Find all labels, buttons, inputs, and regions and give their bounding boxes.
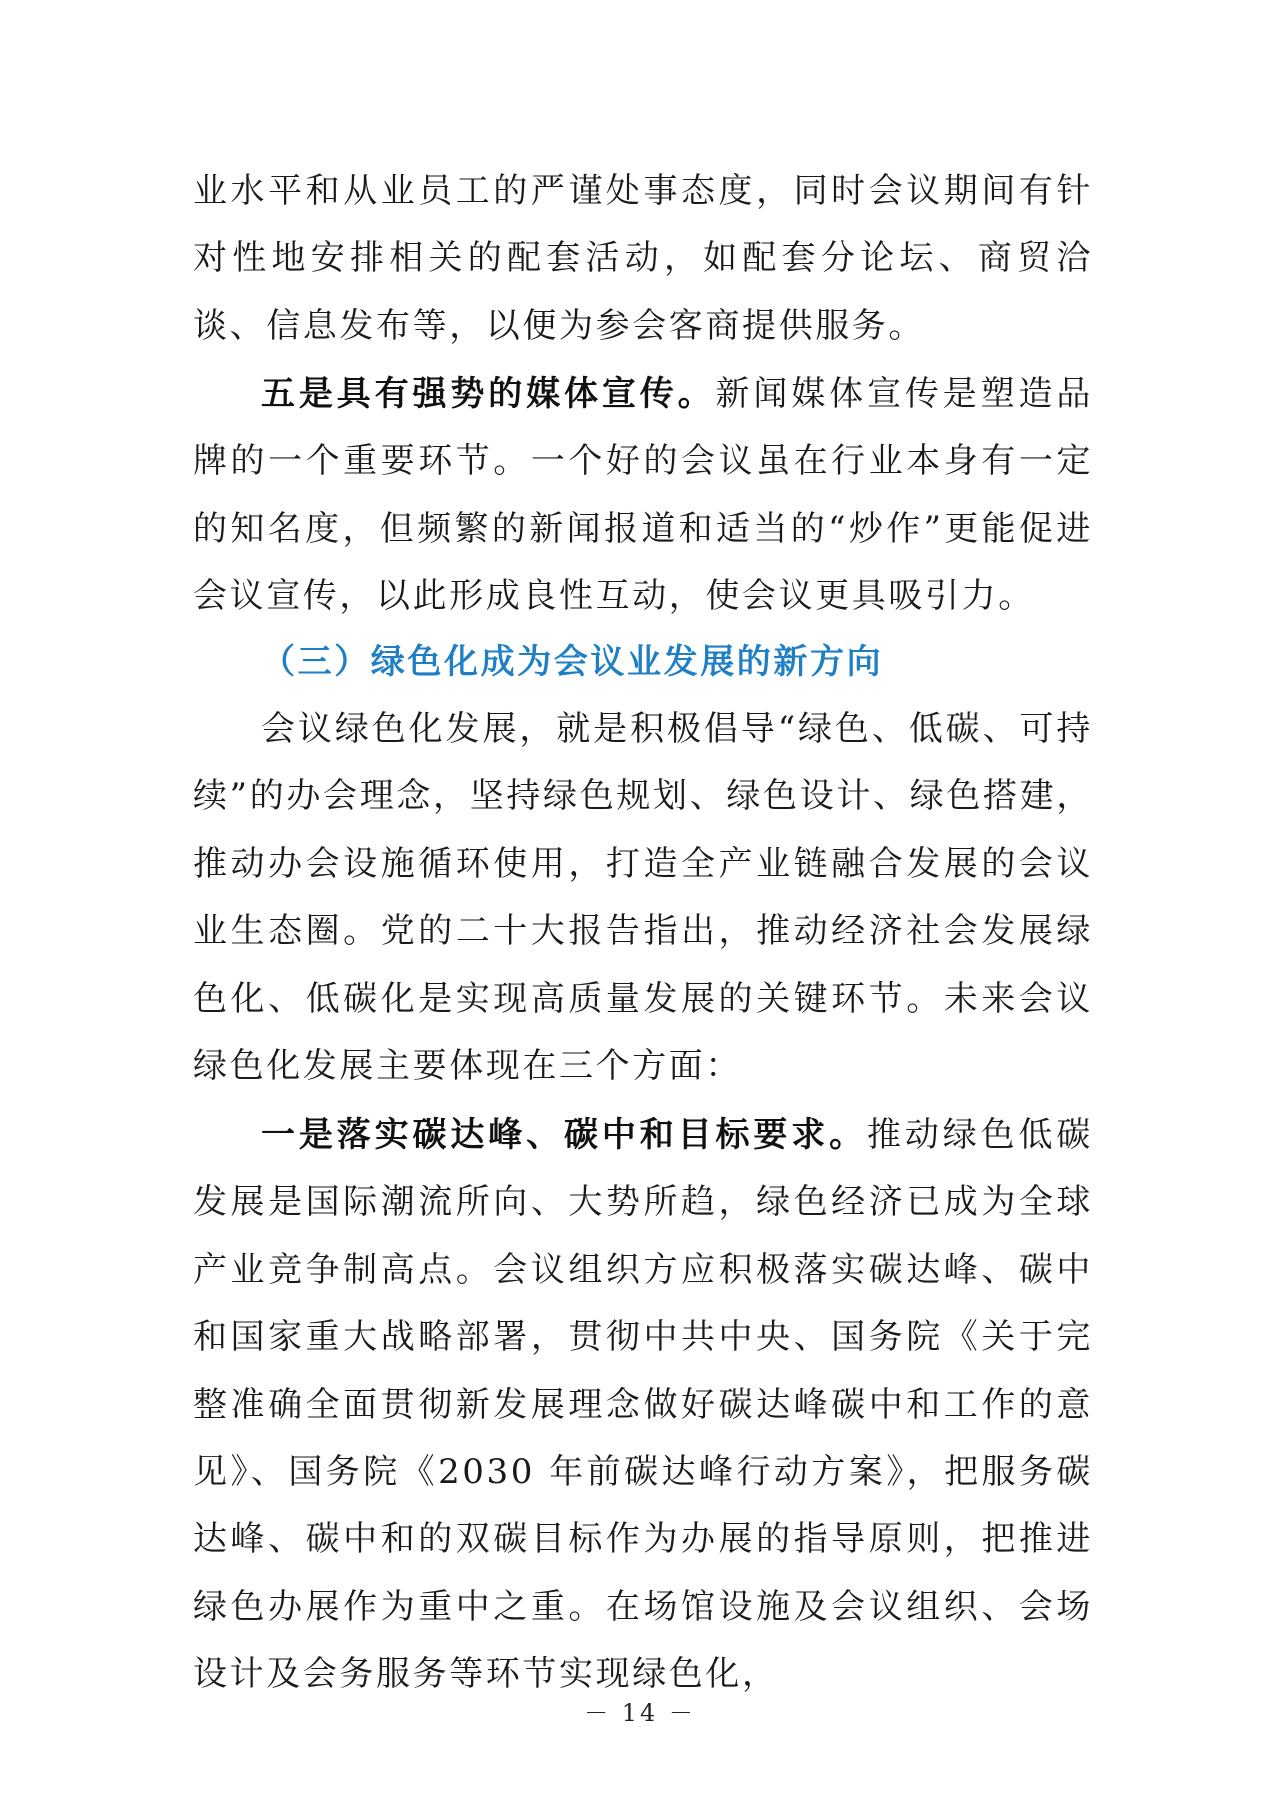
paragraph-continuation [193, 158, 1093, 360]
page-number: － 14 － [584, 1699, 696, 1727]
paragraph-text: 新闻媒体宣传是塑造品牌的一个重要环节。一个好的会议虽在行业本身有一定的知名度，但频繁的新闻报道和适当的“炒作”更能促进会议宣传，以此形成良性互动，使会议更具吸引力。 [193, 374, 1093, 617]
section-heading: （三）绿色化成为会议业发展的新方向 [261, 642, 884, 682]
paragraph-text: 会议绿色化发展，就是积极倡导“绿色、低碳、可持续”的办会理念，坚持绿色规划、绿色设计、绿色搭建，推动办会设施循环使用，打造全产业链融合发展的会议业生态圈。党的二十大报告指出，推动经济社会发展绿色化、低碳化是实现高质量发展的关键环节。未来会议绿色化发展主要体现在三个方面： [193, 709, 1093, 1087]
paragraph-lead: 五是具有强势的媒体宣传。 [261, 374, 716, 414]
paragraph-text: 业水平和从业员工的严谨处事态度，同时会议期间有针对性地安排相关的配套活动，如配套分论坛、商贸洽谈、信息发布等，以便为参会客商提供服务。 [193, 171, 1093, 346]
paragraph-text: 推动绿色低碳发展是国际潮流所向、大势所趋，绿色经济已成为全球产业竞争制高点。会议组织方应积极落实碳达峰、碳中和国家重大战略部署，贯彻中共中央、国务院《关于完整准确全面贯彻新发展理念做好碳达峰碳中和工作的意见》、国务院《2030 年前碳达峰行动方案》，把服务碳达峰、碳中和的双碳目标作为办展的指导原则，把推进绿色办展作为重中之重。在场馆设施及会议组织、会场设计及会务服务等环节实现绿色化， [193, 1115, 1093, 1695]
paragraph-body [193, 361, 1093, 631]
paragraph-lead: 一是落实碳达峰、碳中和目标要求。 [261, 1115, 868, 1155]
paragraph-green-development [193, 696, 1093, 1100]
paragraph-media-promotion [193, 361, 1093, 631]
paragraph-carbon-goals [193, 1102, 1093, 1709]
paragraph-body [193, 1102, 1093, 1709]
